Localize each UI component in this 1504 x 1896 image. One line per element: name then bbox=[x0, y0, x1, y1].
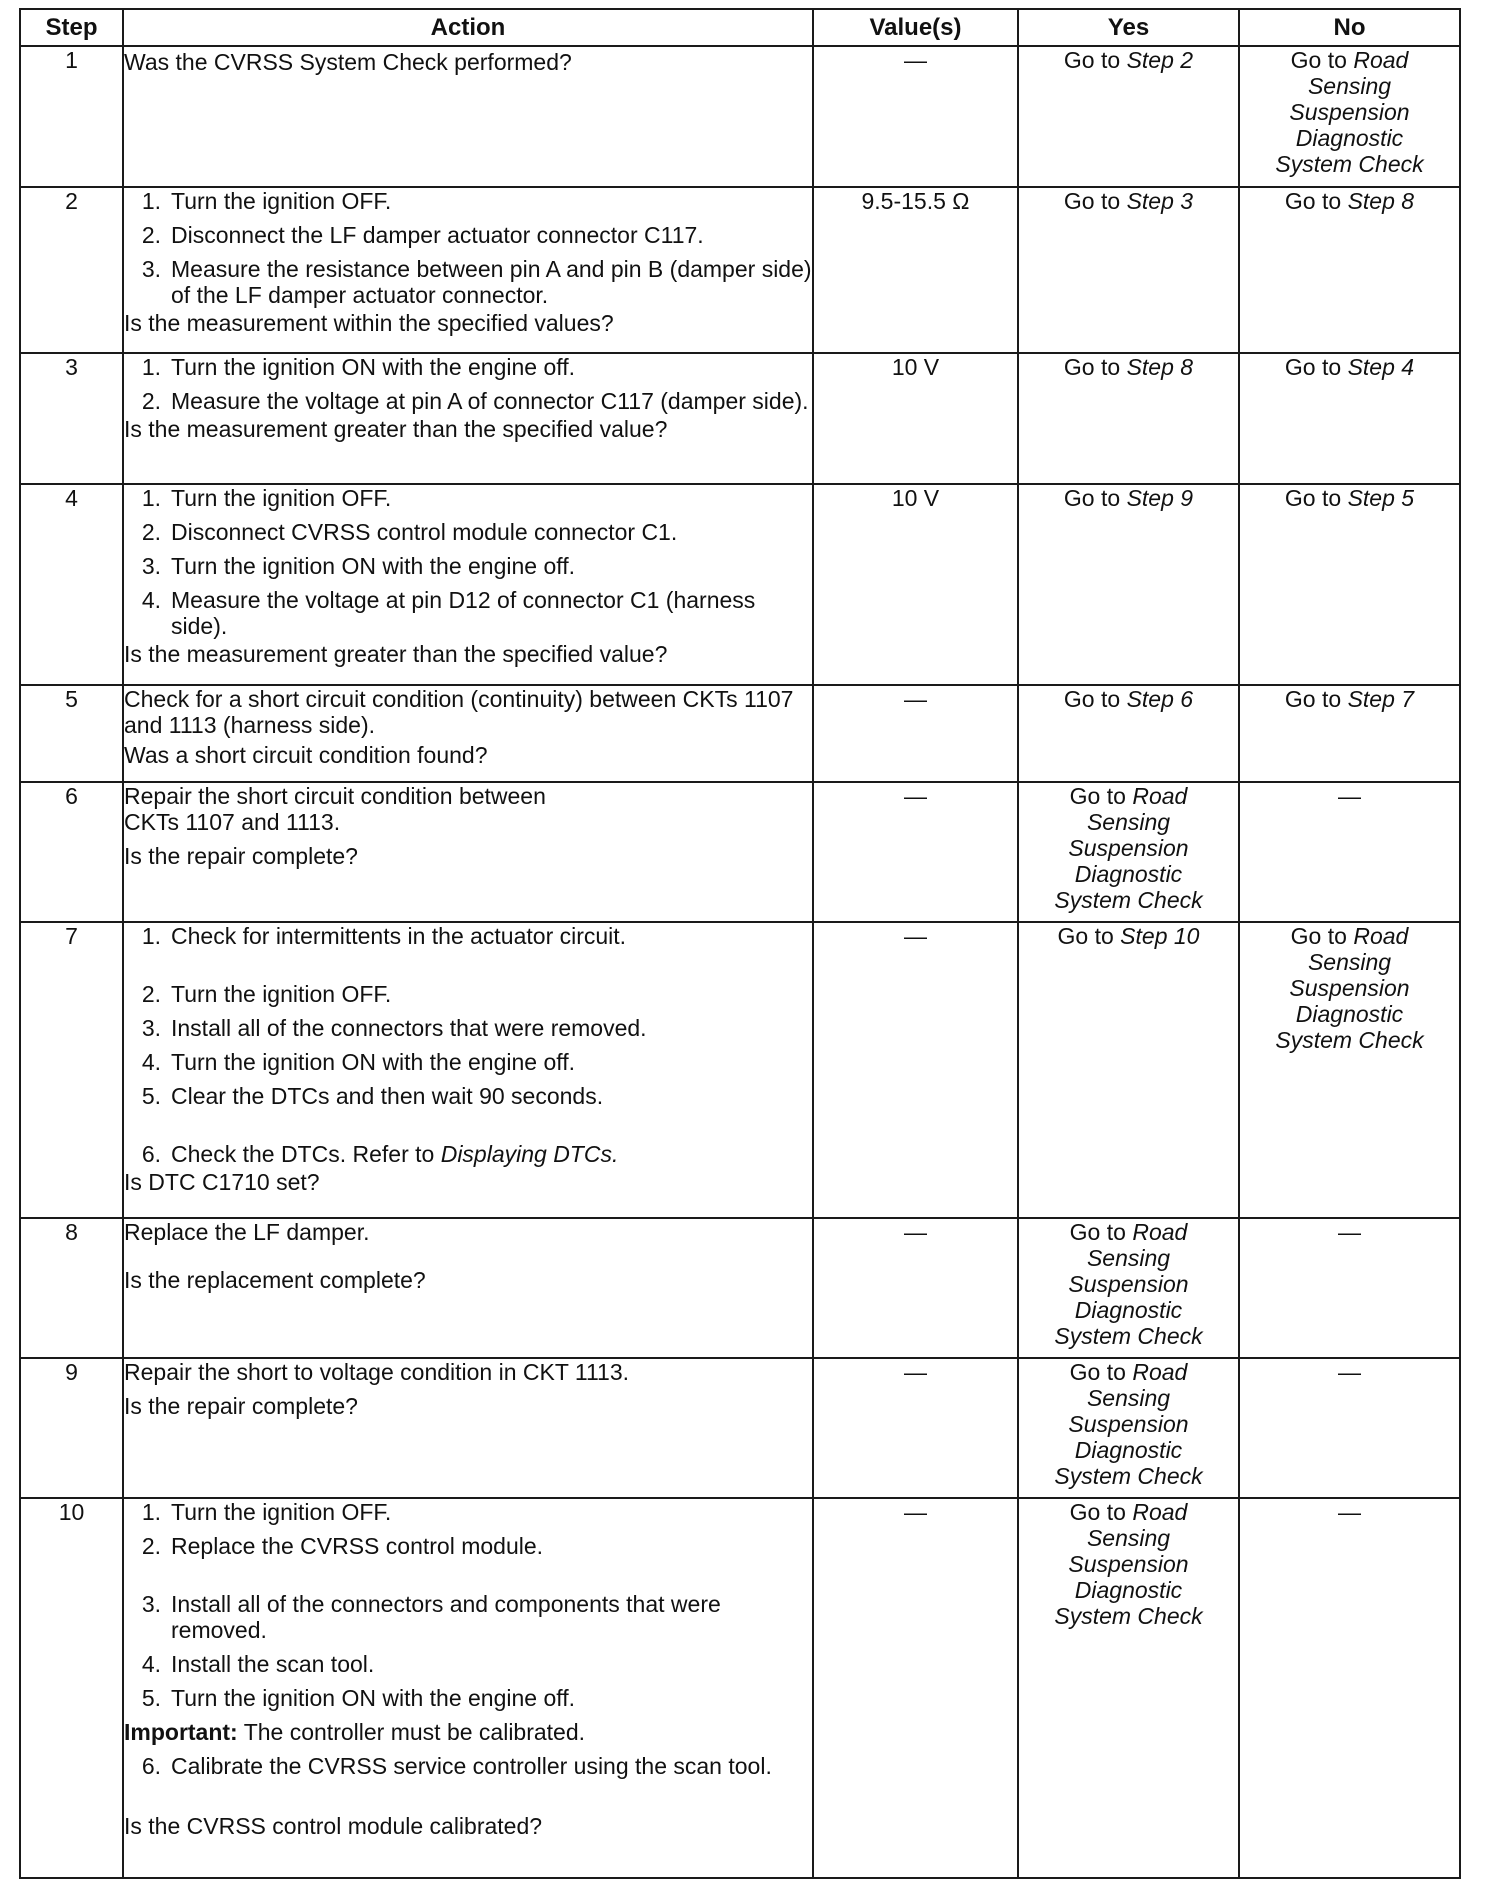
step-number: 5 bbox=[20, 685, 123, 782]
action-cell bbox=[123, 187, 813, 353]
action-question: Is the measurement greater than the specified value? bbox=[124, 641, 668, 667]
list-item: 2. Disconnect the LF damper actuator connector C117. bbox=[141, 222, 704, 248]
list-item: 5. Turn the ignition ON with the engine off. bbox=[141, 1685, 576, 1711]
yes-cell: Go to Step 6 bbox=[1018, 685, 1239, 782]
list-item: 3. Measure the resistance between pin A and pin B (damper side) of the LF damper actuator connector. bbox=[141, 256, 812, 308]
important-note: Important: The controller must be calibrated. bbox=[124, 1719, 586, 1745]
table-row bbox=[20, 187, 1460, 353]
no-cell: — bbox=[1239, 782, 1460, 922]
step-number: 8 bbox=[20, 1218, 123, 1358]
yes-cell: Go to Step 8 bbox=[1018, 353, 1239, 484]
list-item: 1. Turn the ignition ON with the engine off. bbox=[141, 354, 576, 380]
value-cell: 9.5-15.5 Ω bbox=[813, 187, 1018, 353]
list-item: 6. Calibrate the CVRSS service controller using the scan tool. bbox=[141, 1753, 772, 1779]
list-item: 2. Disconnect CVRSS control module connector C1. bbox=[141, 519, 678, 545]
no-cell: — bbox=[1239, 1358, 1460, 1498]
no-cell: Go to Road Sensing Suspension Diagnostic System Check bbox=[1239, 46, 1460, 187]
table-row bbox=[20, 782, 1460, 922]
yes-cell: Go to Step 9 bbox=[1018, 484, 1239, 685]
value-cell: 10 V bbox=[813, 484, 1018, 685]
value-cell: — bbox=[813, 1498, 1018, 1878]
table-row bbox=[20, 1498, 1460, 1878]
action-cell bbox=[123, 484, 813, 685]
yes-cell: Go to Road Sensing Suspension Diagnostic System Check bbox=[1018, 782, 1239, 922]
table-row bbox=[20, 1218, 1460, 1358]
step-number: 6 bbox=[20, 782, 123, 922]
action-cell bbox=[123, 922, 813, 1218]
step-number: 9 bbox=[20, 1358, 123, 1498]
header-step: Step bbox=[20, 9, 123, 46]
action-text: Check for a short circuit condition (continuity) between CKTs 1107 and 1113 (harness side). bbox=[124, 686, 794, 738]
list-item: 2. Measure the voltage at pin A of connector C117 (damper side). bbox=[141, 388, 809, 414]
yes-cell: Go to Road Sensing Suspension Diagnostic System Check bbox=[1018, 1218, 1239, 1358]
header-action: Action bbox=[123, 9, 813, 46]
yes-cell: Go to Step 3 bbox=[1018, 187, 1239, 353]
action-question: Is the replacement complete? bbox=[124, 1267, 426, 1293]
no-cell: Go to Step 7 bbox=[1239, 685, 1460, 782]
action-cell bbox=[123, 46, 813, 187]
list-item: 3. Install all of the connectors that were removed. bbox=[141, 1015, 647, 1041]
list-item: 2. Replace the CVRSS control module. bbox=[141, 1533, 544, 1559]
step-number: 10 bbox=[20, 1498, 123, 1878]
action-cell bbox=[123, 685, 813, 782]
action-question: Is the CVRSS control module calibrated? bbox=[124, 1813, 543, 1839]
table-row bbox=[20, 353, 1460, 484]
list-item: 4. Measure the voltage at pin D12 of connector C1 (harness side). bbox=[141, 587, 756, 639]
no-cell: — bbox=[1239, 1218, 1460, 1358]
list-item: 5. Clear the DTCs and then wait 90 seconds. bbox=[141, 1083, 604, 1109]
action-cell bbox=[123, 1218, 813, 1358]
table-row bbox=[20, 922, 1460, 1218]
table-row bbox=[20, 484, 1460, 685]
no-cell: Go to Road Sensing Suspension Diagnostic System Check bbox=[1239, 922, 1460, 1218]
yes-cell: Go to Road Sensing Suspension Diagnostic System Check bbox=[1018, 1358, 1239, 1498]
header-yes: Yes bbox=[1018, 9, 1239, 46]
list-item: 1. Turn the ignition OFF. bbox=[141, 485, 392, 511]
value-cell: — bbox=[813, 1358, 1018, 1498]
action-cell bbox=[123, 782, 813, 922]
no-cell: Go to Step 4 bbox=[1239, 353, 1460, 484]
action-question: Is the repair complete? bbox=[124, 1393, 358, 1419]
list-item: 4. Install the scan tool. bbox=[141, 1651, 375, 1677]
value-cell: 10 V bbox=[813, 353, 1018, 484]
action-question: Was the CVRSS System Check performed? bbox=[124, 49, 572, 75]
diagnostic-table bbox=[19, 8, 1461, 1879]
table-row bbox=[20, 685, 1460, 782]
no-cell: — bbox=[1239, 1498, 1460, 1878]
action-question: Was a short circuit condition found? bbox=[124, 742, 488, 768]
no-cell: Go to Step 5 bbox=[1239, 484, 1460, 685]
step-number: 1 bbox=[20, 46, 123, 187]
list-item: 1. Turn the ignition OFF. bbox=[141, 1499, 392, 1525]
list-item: 1. Turn the ignition OFF. bbox=[141, 188, 392, 214]
header-values: Value(s) bbox=[813, 9, 1018, 46]
value-cell: — bbox=[813, 782, 1018, 922]
step-number: 4 bbox=[20, 484, 123, 685]
action-cell bbox=[123, 353, 813, 484]
action-cell bbox=[123, 1498, 813, 1878]
value-cell: — bbox=[813, 685, 1018, 782]
value-cell: — bbox=[813, 1218, 1018, 1358]
list-item: 3. Turn the ignition ON with the engine off. bbox=[141, 553, 576, 579]
list-item: 2. Turn the ignition OFF. bbox=[141, 981, 392, 1007]
step-number: 3 bbox=[20, 353, 123, 484]
step-number: 2 bbox=[20, 187, 123, 353]
no-cell: Go to Step 8 bbox=[1239, 187, 1460, 353]
action-question: Is the measurement greater than the specified value? bbox=[124, 416, 668, 442]
table-row bbox=[20, 46, 1460, 187]
action-question: Is the measurement within the specified values? bbox=[124, 310, 614, 336]
list-item: 1. Check for intermittents in the actuator circuit. bbox=[141, 923, 627, 949]
step-number: 7 bbox=[20, 922, 123, 1218]
list-item: 6. Check the DTCs. Refer to Displaying DTCs. bbox=[141, 1141, 619, 1167]
value-cell: — bbox=[813, 922, 1018, 1218]
action-text: Replace the LF damper. bbox=[124, 1219, 370, 1245]
yes-cell: Go to Step 2 bbox=[1018, 46, 1239, 187]
action-question: Is the repair complete? bbox=[124, 843, 358, 869]
action-text: Repair the short to voltage condition in CKT 1113. bbox=[124, 1359, 630, 1385]
header-no: No bbox=[1239, 9, 1460, 46]
table-row bbox=[20, 1358, 1460, 1498]
yes-cell: Go to Step 10 bbox=[1018, 922, 1239, 1218]
list-item: 4. Turn the ignition ON with the engine off. bbox=[141, 1049, 576, 1075]
list-item: 3. Install all of the connectors and components that were removed. bbox=[141, 1591, 721, 1643]
action-text: Repair the short circuit condition between CKTs 1107 and 1113. bbox=[124, 783, 546, 835]
value-cell: — bbox=[813, 46, 1018, 187]
action-question: Is DTC C1710 set? bbox=[124, 1169, 320, 1195]
header-row bbox=[20, 9, 1460, 46]
action-cell bbox=[123, 1358, 813, 1498]
yes-cell: Go to Road Sensing Suspension Diagnostic System Check bbox=[1018, 1498, 1239, 1878]
